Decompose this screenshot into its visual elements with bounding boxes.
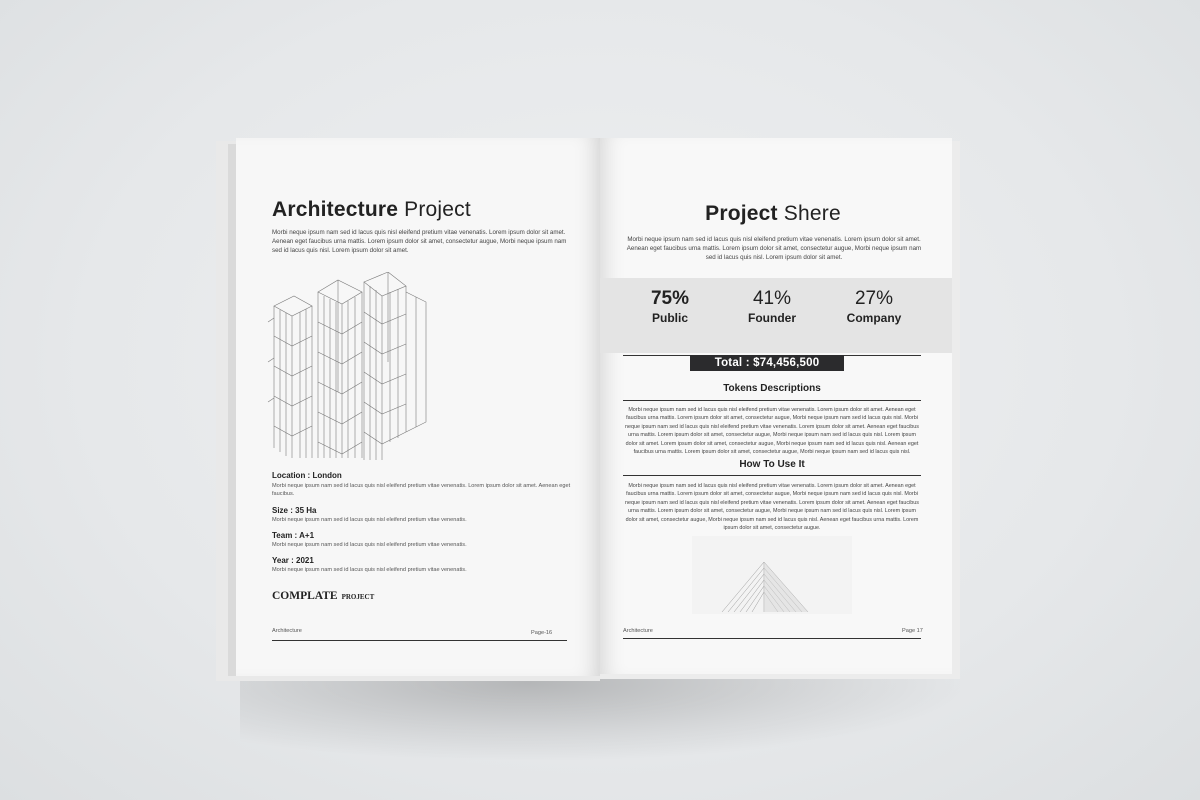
tokens-heading-rule <box>623 400 921 401</box>
stat-company: 27% Company <box>846 288 902 325</box>
right-footer-rule <box>623 638 921 639</box>
project-details <box>272 471 572 573</box>
right-page-title <box>600 202 946 226</box>
left-intro-text: Morbi neque ipsum nam sed id lacus quis nisl eleifend pretium vitae venenatis. Lorem ipsum dolor sit amet. Aenean eget faucibus urna mattis. Lorem ipsum dolor sit amet, consectetur augue, Morbi neque ipsum nam sed id lacus quis nisl. Lorem ipsum dolor sit amet. <box>272 229 567 254</box>
stat-founder: 41% Founder <box>748 288 796 325</box>
left-page-number: Page-16 <box>531 630 553 636</box>
right-title-light: Shere <box>783 202 841 225</box>
right-footer-label: Architecture <box>623 628 653 634</box>
how-to-use-text: Morbi neque ipsum nam sed id lacus quis nisl eleifend pretium vitae venenatis. Lorem ipsum dolor sit amet. Aenean eget faucibus urna mattis. Lorem ipsum dolor sit amet, consectetur augue, Morbi neque ipsum nam sed id lacus quis nisl. Morbi neque ipsum nam sed id lacus quis nisl eleifend pretium vitae venenatis. Lorem ipsum dolor sit amet. Aenean eget faucibus urna mattis. Lorem ipsum dolor sit amet, consectetur augue, Morbi neque ipsum nam sed id lacus quis nisl. Lorem ipsum dolor sit amet, consectetur augue, Morbi neque ipsum nam sed id lacus quis nisl. Aenean eget faucibus urna mattis. Lorem ipsum dolor sit amet, consectetur augue. <box>625 483 919 532</box>
how-to-use-heading: How To Use It <box>739 459 805 470</box>
detail-location: Location : London Morbi neque ipsum nam sed id lacus quis nisl eleifend pretium vitae venenatis. Lorem ipsum dolor sit amet. Aenean eget faucibus. <box>272 471 571 497</box>
tokens-descriptions-heading: Tokens Descriptions <box>723 383 821 394</box>
total-badge: Total : $74,456,500 <box>690 355 844 371</box>
right-page-number: Page 17 <box>902 628 923 634</box>
detail-year: Year : 2021 Morbi neque ipsum nam sed id lacus quis nisl eleifend pretium vitae venenatis. <box>272 556 467 573</box>
stat-public: 75% Public <box>650 288 690 325</box>
left-footer-label: Architecture <box>272 628 302 634</box>
left-footer-rule <box>272 640 567 641</box>
left-page-title <box>272 198 471 222</box>
skyscraper-photo <box>692 536 852 614</box>
left-title-light: Project <box>404 198 471 221</box>
tokens-descriptions-text: Morbi neque ipsum nam sed id lacus quis nisl eleifend pretium vitae venenatis. Lorem ipsum dolor sit amet. Aenean eget faucibus urna mattis. Lorem ipsum dolor sit amet, consectetur augue, Morbi neque ipsum nam sed id lacus quis nisl. Morbi neque ipsum nam sed id lacus quis nisl eleifend pretium vitae venenatis. Lorem ipsum dolor sit amet. Aenean eget faucibus urna mattis. Lorem ipsum dolor sit amet, consectetur augue, Morbi neque ipsum nam sed id lacus quis nisl. Lorem ipsum dolor sit amet. Lorem ipsum dolor sit amet, consectetur augue, Morbi neque ipsum nam sed id lacus quis nisl. Aenean eget faucibus urna mattis. Lorem ipsum dolor sit amet, consectetur augue, Morbi neque ipsum nam sed id lacus quis nisl. <box>625 407 919 456</box>
how-to-use-rule <box>623 475 921 476</box>
right-intro-text: Morbi neque ipsum nam sed id lacus quis nisl eleifend pretium vitae venenatis. Lorem ipsum dolor sit amet. Aenean eget faucibus urna mattis. Lorem ipsum dolor sit amet, consectetur augue, Morbi neque ipsum nam sed id lacus quis nisl. Lorem ipsum dolor sit amet. <box>626 236 922 261</box>
left-title-bold: Architecture <box>272 198 399 221</box>
left-page <box>236 138 600 676</box>
right-title-bold: Project <box>705 202 778 225</box>
detail-team: Team : A+1 Morbi neque ipsum nam sed id lacus quis nisl eleifend pretium vitae venenatis. <box>272 531 467 548</box>
complate-project-signature: COMPLATE PROJECT <box>272 590 375 602</box>
detail-size: Size : 35 Ha Morbi neque ipsum nam sed id lacus quis nisl eleifend pretium vitae venenatis. <box>272 506 467 523</box>
wireframe-building-illustration <box>266 272 436 460</box>
